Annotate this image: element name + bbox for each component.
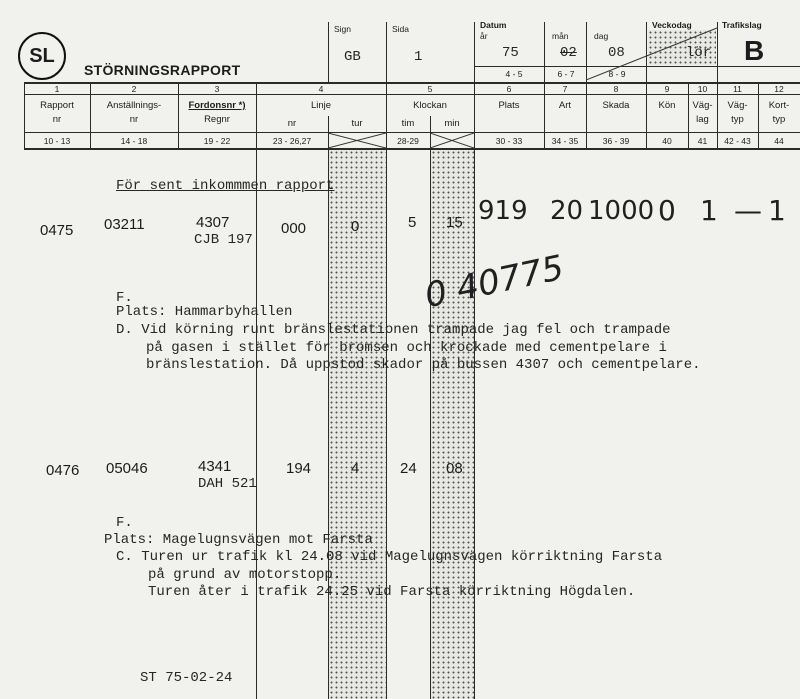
ar-label: år [480,31,488,41]
dag-label: dag [594,31,609,41]
col-range: 19 - 22 [203,136,231,146]
col-num: 12 [774,84,784,94]
veckodag-label: Veckodag [652,20,692,30]
vehicle-number: 4341 [198,458,232,475]
vehicle-number: 4307 [196,214,230,231]
col-num: 2 [131,84,137,94]
col-range: 10 - 13 [43,136,71,146]
min-shaded-column [431,150,474,699]
col-range: 42 - 43 [724,136,751,146]
f-marker: F. [116,515,133,531]
man-label: mån [552,31,569,41]
col-label-vagtyp: Väg- [727,100,748,111]
line-number: 194 [286,460,312,477]
employee-number: 03211 [104,216,145,233]
header-divider [544,22,545,82]
description-line: D. Vid körning runt bränslestationen trampade jag fel och trampade [116,322,671,338]
shaded-column-border [328,150,329,699]
col-label-anstallningsnr: Anställnings- [106,100,162,111]
col-sublabel: lag [696,114,709,125]
col-num: 9 [664,84,670,94]
gender-code: 0 [658,194,676,227]
col-sublabel-tim: tim [401,118,415,129]
label-row-line [24,132,800,133]
col-range: 28-29 [397,136,419,146]
tur-value: 0 [351,218,360,235]
road-condition-code: 1 [700,194,718,227]
tur-range-cross [328,133,386,148]
f-marker: F. [116,290,133,306]
report-number: 0475 [40,222,74,239]
registration-number: DAH 521 [198,476,257,492]
col-sublabel: Regnr [204,114,230,125]
col-label-plats: Plats [498,100,520,111]
sida-label: Sida [392,24,410,34]
line-number: 000 [281,220,307,237]
col-range: 14 - 18 [120,136,148,146]
col-range: 41 [697,136,708,146]
col-num: 11 [733,84,742,94]
col-range: 44 [774,136,784,146]
col-label-fordonsnr: Fordonsnr *) [188,100,246,111]
col-range: 40 [662,136,672,146]
description-line: på gasen i stället för bromsen och krockade med cementpelare i [146,340,667,356]
col-label-klockan: Klockan [413,100,447,111]
col-num: 6 [506,84,512,94]
datum-label: Datum [480,20,507,30]
col-num: 5 [427,84,433,94]
late-report-note: För sent inkommmen rapport [116,178,335,194]
col-range: 30 - 33 [495,136,523,146]
range-row-line [24,148,800,150]
header-divider [386,22,387,82]
type-code: 20 [550,196,584,226]
tur-value: 4 [351,460,360,477]
range-dag: 8 - 9 [608,69,626,79]
form-title: STÖRNINGSRAPPORT [84,62,241,78]
col-num: 10 [697,84,708,94]
sl-logo: SL [18,32,66,80]
veckodag-value: lör [686,45,712,61]
col-sublabel-nr: nr [287,118,297,129]
shaded-column-border [386,150,387,699]
minute-value: 08 [446,460,463,477]
col-sublabel: typ [772,114,786,125]
minute-value: 15 [446,214,463,231]
trafikslag-value: B [744,35,765,66]
sida-value: 1 [414,49,423,65]
col-label-linje: Linje [310,100,332,111]
col-sublabel-min: min [444,118,460,129]
col-num: 7 [562,84,568,94]
description-line: C. Turen ur trafik kl 24.08 vid Magelugnsvägen körriktning Farsta [116,549,663,565]
col-label-rapport: Rapport [40,100,74,111]
col-num: 1 [54,84,60,94]
col-range: 36 - 39 [602,136,630,146]
card-type-code: 1 [768,194,786,227]
col-border [256,82,257,699]
description-line: på grund av motorstopp. [148,567,342,583]
report-number: 0476 [46,462,80,479]
header-divider [328,22,329,82]
employee-number: 05046 [106,460,148,477]
col-label-art: Art [558,100,572,111]
col-sublabel: nr [129,114,139,125]
min-range-cross [430,133,474,148]
sign-value: GB [344,49,361,65]
ar-value: 75 [502,45,519,61]
col-label-skada: Skada [602,100,630,111]
header-divider [474,22,475,82]
hour-value: 24 [400,460,417,477]
hour-value: 5 [408,214,417,231]
damage-code: 1000 [588,196,655,226]
man-value: 02 [560,45,577,61]
col-range: 23 - 26,27 [272,136,312,146]
location-code: 919 [478,196,528,226]
col-num: 4 [318,84,324,94]
range-ar: 4 - 5 [505,69,523,79]
sign-label: Sign [334,24,352,34]
description-line: bränslestation. Då uppstod skador på bussen 4307 och cementpelare. [146,357,701,373]
shaded-column-border [474,150,475,699]
handwritten-annotation: 0 40775 [421,247,568,317]
road-type-code: — [734,194,762,227]
col-range: 34 - 35 [551,136,579,146]
location-line: Plats: Hammarbyhallen [116,304,293,320]
footer-stamp: ST 75-02-24 [140,670,233,686]
shaded-column-border [430,150,431,699]
col-num: 8 [613,84,619,94]
col-sublabel: typ [731,114,744,125]
col-label-vaglag: Väg- [692,100,713,111]
veckodag-strike [586,22,800,82]
description-line: Turen åter i trafik 24.25 vid Farsta körriktning Högdalen. [148,584,636,600]
col-label-korttyp: Kort- [768,100,790,111]
col-label-kon: Kön [658,100,676,111]
col-num: 3 [214,84,220,94]
col-sublabel: nr [52,114,62,125]
col-sublabel-tur: tur [351,118,363,129]
trafikslag-label: Trafikslag [722,20,762,30]
location-line: Plats: Magelugnsvägen mot Farsta [104,532,373,548]
range-man: 6 - 7 [557,69,575,79]
dag-value: 08 [608,45,625,61]
registration-number: CJB 197 [194,232,253,248]
